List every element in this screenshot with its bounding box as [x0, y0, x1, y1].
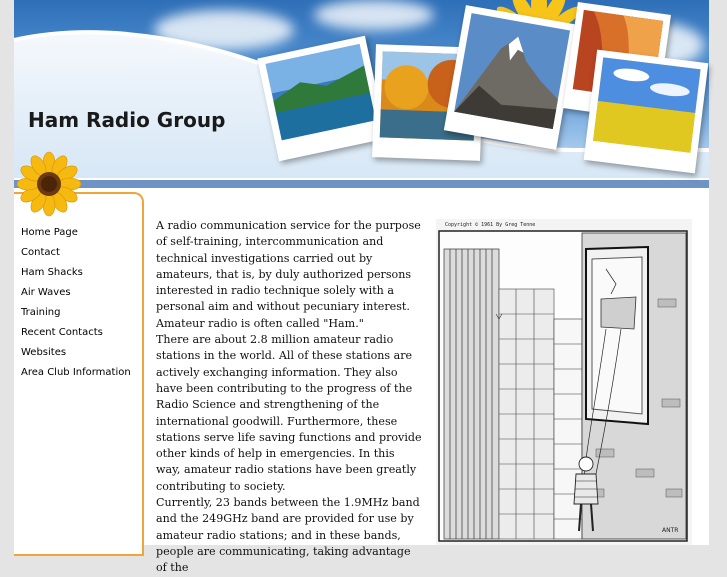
cartoon-copyright: Copyright © 1961 By Greg Tenne [445, 222, 536, 228]
header-banner [14, 0, 709, 188]
sidebar-item-contact[interactable] [21, 240, 142, 260]
intro-paragraph: A radio communication service for the purpose of self-training, intercommunication and technical investigations carried out by amateurs, that is, by duly authorized persons interested in radio technique solely with a personal aim and without pecuniary interest. Amateur radio is often called "Ham." [156, 219, 421, 330]
sidebar-link[interactable]: Air Waves [21, 287, 71, 298]
sidebar-item-home-page[interactable] [21, 220, 142, 240]
mountain-photo [444, 5, 578, 150]
sidebar-link[interactable]: Area Club Information [21, 367, 131, 378]
cartoon-image [436, 219, 692, 545]
sidebar-item-websites[interactable] [21, 340, 142, 360]
field-photo [584, 50, 709, 174]
sidebar-item-air-waves[interactable] [21, 280, 142, 300]
sidebar-link[interactable]: Ham Shacks [21, 267, 83, 278]
cartoon-signature: ANTR [662, 527, 679, 534]
sidebar-item-training[interactable] [21, 300, 142, 320]
sidebar-item-area-club-information[interactable] [21, 360, 142, 380]
lake-photo [257, 36, 386, 162]
sidebar-link[interactable]: Contact [21, 247, 60, 258]
stations-paragraph: There are about 2.8 million amateur radio stations in the world. All of these stations are actively exchanging information. They also have been contributing to the progress of the Radio Science and strengthening of the international goodwill. Furthermore, these stations serve life saving functions and provide other kinds of help in emergencies. In this way, amateur radio stations have been greatly contributing to society. [156, 333, 422, 493]
sidebar-nav [14, 194, 142, 380]
sidebar-item-recent-contacts[interactable] [21, 320, 142, 340]
page [14, 0, 709, 575]
sidebar-link[interactable]: Home Page [21, 227, 78, 238]
bands-paragraph: Currently, 23 bands between the 1.9MHz band and the 249GHz band are provided for use by amateur radio stations; and in these bands, people are communicating, taking advantage of the [156, 496, 420, 575]
sidebar-link[interactable]: Websites [21, 347, 67, 358]
sidebar-link[interactable]: Recent Contacts [21, 327, 103, 338]
sunflower-icon [17, 152, 81, 216]
site-title: Ham Radio Group [28, 108, 226, 132]
main-content [156, 218, 422, 577]
sidebar-link[interactable]: Training [21, 307, 61, 318]
sidebar-item-ham-shacks[interactable] [21, 260, 142, 280]
sidebar [14, 192, 144, 556]
